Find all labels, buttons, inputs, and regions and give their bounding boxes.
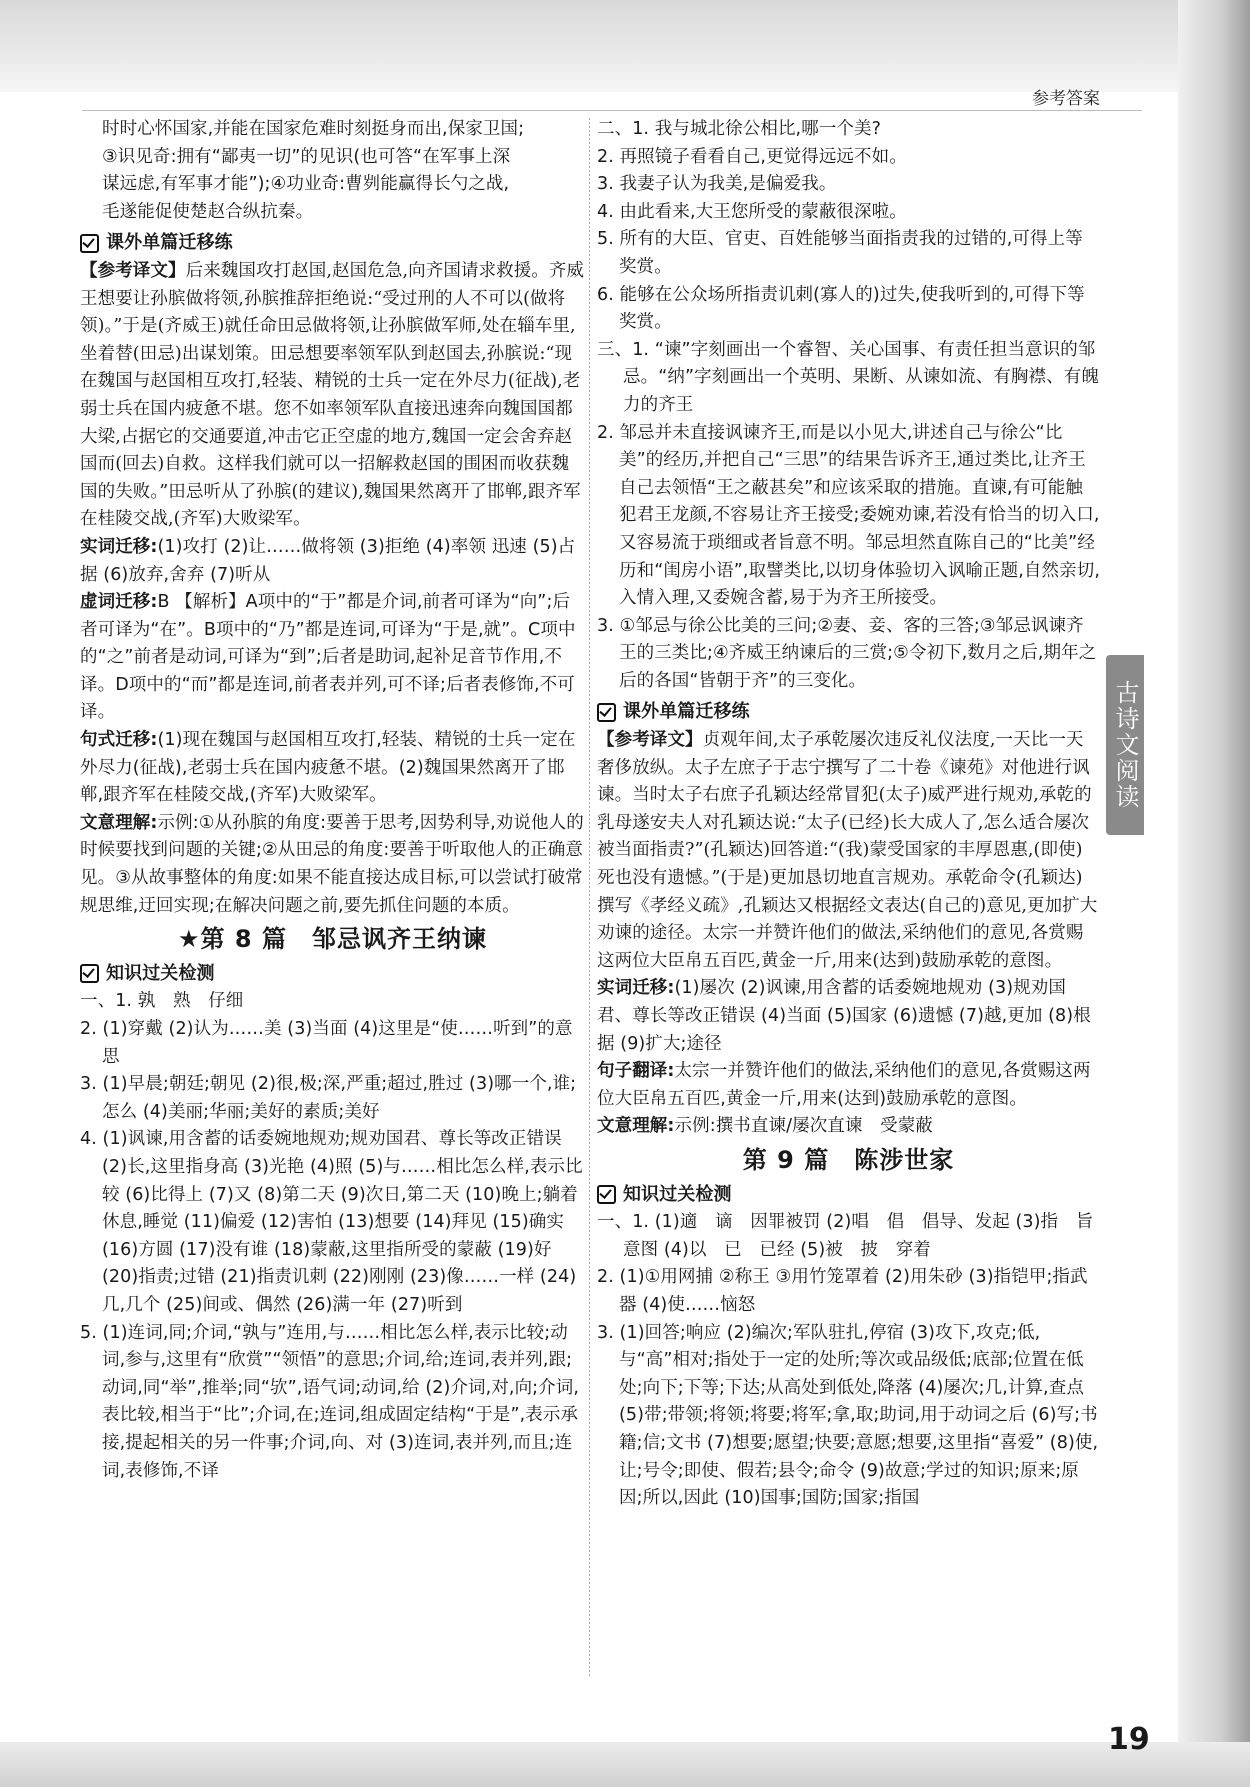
right-column [597, 116, 1111, 1513]
intro-line: 毛遂能促使楚赵合纵抗秦。 [102, 201, 314, 222]
side-tab [1106, 655, 1144, 835]
answer-item: 5. (1)连词,同;介词,“孰与”连用,与……相比怎么样,表示比较;动词,参与,这里有“欣赏”“领悟”的意思;介词,给;连词,表并列,跟;动词,同“举”,推举;同“欤”,语气词;动词,给 (2)介词,对,向;介词,表比较,相当于“比”;介词,在;连词,组成固定结构“于是”,表示承接,提起相关的另一件事;介词,向、对 (3)连词,表并列,而且;连词,表修饰,不译 [80, 1322, 580, 1481]
checkbox-icon [597, 1185, 616, 1204]
para-label: 【参考译文】 [597, 730, 703, 751]
para-label: 实词迁移: [597, 978, 675, 999]
para-label: 文意理解: [597, 1116, 675, 1137]
header-rule [82, 110, 1142, 111]
para-text: 太宗一并赞许他们的做法,采纳他们的意见,各赏赐这两位大臣帛五百匹,黄金一斤,用来(达到)鼓励承乾的意图。 [597, 1061, 1091, 1109]
page-number: 19 [1108, 1722, 1150, 1757]
section-heading [80, 229, 585, 257]
para-label: 句式迁移: [80, 730, 158, 751]
para-text: (1)屡次 (2)讽谏,用含蓄的话委婉地规劝 (3)规劝国君、尊长等改正错误 (4)当面 (5)国家 (6)遗憾 (7)越,更加 (8)根据 (9)扩大;途径 [597, 978, 1091, 1054]
translation-paragraph [80, 258, 585, 534]
answer-item: 4. 由此看来,大王您所受的蒙蔽很深啦。 [597, 201, 907, 222]
chapter-title: 第 9 篇 陈涉世家 [742, 1145, 955, 1174]
para-label: 句子翻译: [597, 1061, 675, 1082]
answer-paragraph [597, 1058, 1100, 1113]
section-heading [597, 1181, 1100, 1209]
para-text: 贞观年间,太子承乾屡次违反礼仪法度,一天比一天奢侈放纵。太子左庶子于志宁撰写了二十卷《谏苑》对他进行讽谏。当时太子右庶子孔颖达经常冒犯(太子)威严进行规劝,承乾的乳母遂安夫人对孔颖达说:“太子(已经)长大成人了,怎么适合屡次被当面指责?”(孔颖达)回答道:“(我)蒙受国家的丰厚恩惠,(即使)死也没有遗憾。”(于是)更加恳切地直言规劝。承乾命令(孔颖达)撰写《孝经义疏》,孔颖达又根据经文表达(自己的)意见,更加扩大劝谏的途径。太宗一并赞许他们的做法,采纳他们的意见,各赏赐这两位大臣帛五百匹,黄金一斤,用来(达到)鼓励承乾的意图。 [597, 730, 1098, 971]
answer-item: 一、1. (1)適 谪 因罪被罚 (2)唱 倡 倡导、发起 (3)指 旨 意图 (4)以 已 已经 (5)被 披 穿着 [597, 1212, 1111, 1260]
intro-block [80, 116, 585, 226]
intro-line: ③识见奇:拥有“鄙夷一切”的见识(也可答“在军事上深 [102, 146, 511, 167]
checkbox-icon [80, 234, 99, 253]
section-heading-text: 知识过关检测 [623, 1183, 732, 1205]
checkbox-icon [597, 703, 616, 722]
section-heading [80, 960, 585, 988]
answer-paragraph [80, 810, 585, 920]
answer-item: 6. 能够在公众场所指责讥刺(寡人的)过失,使我听到的,可得下等奖赏。 [597, 284, 1085, 333]
answer-item: 一、1. 孰 熟 仔细 [80, 991, 244, 1012]
section-heading-text: 知识过关检测 [106, 962, 215, 984]
answer-item: 3. ①邹忌与徐公比美的三问;②妻、妾、客的三答;③邹忌讽谏齐王的三类比;④齐威王纳谏后的三赏;⑤令初下,数月之后,期年之后的各国“皆朝于齐”的三变化。 [597, 615, 1097, 691]
answer-item: 2. (1)①用网捕 ②称王 ③用竹笼罩着 (2)用朱砂 (3)指铠甲;指武器 (4)使……恼怒 [597, 1267, 1088, 1315]
answer-item: 3. (1)早晨;朝廷;朝见 (2)很,极;深,严重;超过,胜过 (3)哪一个,谁;怎么 (4)美丽;华丽;美好的素质;美好 [80, 1074, 577, 1122]
side-tab-label: 古诗文阅读 [1111, 680, 1139, 810]
section-heading-text: 课外单篇迁移练 [106, 232, 233, 254]
answer-item: 3. (1)回答;响应 (2)编次;军队驻扎,停宿 (3)攻下,攻克;低,与“高”相对;指处于一定的处所;等次或品级低;底部;位置在低处;向下;下等;下达;从高处到低处,降落 (4)屡次;几,计算,查点 (5)带;带领;将领;将要;将军;拿,取;助词,用于动词之后 (6)写;书籍;信;文书 (7)想要;愿望;快要;意愿;想要,这里指“喜爱” (8)使,让;号令;即使、假若;县令;命令 (9)故意;学过的知识;原来;原因;所以,因此 (10)国事;国防;国家;指国 [597, 1322, 1099, 1509]
answer-paragraph [80, 727, 585, 810]
translation-paragraph [597, 727, 1100, 975]
answer-item: 3. 我妻子认为我美,是偏爱我。 [597, 174, 837, 195]
para-label: 实词迁移: [80, 536, 158, 557]
para-text: (1)现在魏国与赵国相互攻打,轻装、精锐的士兵一定在外尽力(征战),老弱士兵在国内疲惫不堪。(2)魏国果然离开了邯郸,跟齐军在桂陵交战,(齐军)大败梁军。 [80, 730, 576, 806]
column-divider [589, 118, 590, 1678]
header-title: 参考答案 [1032, 89, 1100, 109]
left-column [80, 116, 585, 1485]
para-text: (1)攻打 (2)让……做将领 (3)拒绝 (4)率领 迅速 (5)占据 (6)放弃,舍弃 (7)听从 [80, 536, 576, 585]
bottom-scan-band [0, 1742, 1250, 1787]
top-scan-band [0, 0, 1250, 92]
para-label: 【参考译文】 [80, 260, 186, 281]
answer-item: 5. 所有的大臣、官吏、百姓能够当面指责我的过错的,可得上等奖赏。 [597, 229, 1083, 277]
answer-paragraph [80, 589, 585, 727]
answer-paragraph [597, 975, 1100, 1058]
para-text: B 【解析】A项中的“于”都是介词,前者可译为“向”;后者可译为“在”。B项中的“乃”都是连词,可译为“于是,就”。C项中的“之”前者是动词,可译为“到”;后者是助词,起补足音节作用,不译。D项中的“而”都是连词,前者表并列,可不译;后者表修饰,不可译。 [80, 592, 576, 723]
para-text: 后来魏国攻打赵国,赵国危急,向齐国请求救援。齐威王想要让孙膑做将领,孙膑推辞拒绝说:“受过刑的人不可以(做将领)。”于是(齐威王)就任命田忌做将领,让孙膑做军师,处在辎车里,坐着替(田忌)出谋划策。田忌想要率领军队到赵国去,孙膑说:“现在魏国与赵国相互攻打,轻装、精锐的士兵一定在外尽力(征战),老弱士兵在国内疲惫不堪。您不如率领军队直接迅速奔向魏国国都大梁,占据它的交通要道,冲击它正空虚的地方,魏国一定会舍弃赵国而(回去)自救。这样我们就可以一招解救赵国的围困而收获魏国的失败。”田忌听从了孙膑(的建议),魏国果然离开了邯郸,跟齐军在桂陵交战,(齐军)大败梁军。 [80, 260, 585, 530]
intro-line: 时时心怀国家,并能在国家危难时刻挺身而出,保家卫国; [102, 119, 525, 139]
para-text: 示例:撰书直谏/屡次直谏 受蒙蔽 [674, 1116, 933, 1137]
section-heading [597, 698, 1100, 726]
answer-paragraph [597, 1113, 1100, 1141]
para-text: 示例:①从孙膑的角度:要善于思考,因势利导,劝说他人的时候要找到问题的关键;②从田忌的角度:要善于听取他人的正确意见。③从故事整体的角度:如果不能直接达成目标,可以尝试打破常规思维,迂回实现;在解决问题之前,要先抓住问题的本质。 [80, 812, 584, 916]
answer-paragraph [80, 534, 585, 589]
answer-item: 三、1. “谏”字刻画出一个睿智、关心国事、有责任担当意识的邹忌。“纳”字刻画出一个英明、果断、从谏如流、有胸襟、有魄力的齐王 [597, 339, 1099, 415]
checkbox-icon [80, 964, 99, 983]
para-label: 文意理解: [80, 812, 158, 833]
page-edge-shadow [1178, 0, 1250, 1787]
answer-item: 4. (1)讽谏,用含蓄的话委婉地规劝;规劝国君、尊长等改正错误 (2)长,这里指身高 (3)光艳 (4)照 (5)与……相比怎么样,表示比较 (6)比得上 (7)又 (8)第二天 (9)次日,第二天 (10)晚上;躺着休息,睡觉 (11)偏爱 (12)害怕 (13)想要 (14)拜见 (15)确实 (16)方圆 (17)没有谁 (18)蒙蔽,这里指所受的蒙蔽 (19)好 (20)指责;过错 (21)指责讥刺 (22)刚刚 (23)像……一样 (24)几,几个 (25)间或、偶然 (26)满一年 (27)听到 [80, 1129, 583, 1315]
answer-item: 2. 邹忌并未直接讽谏齐王,而是以小见大,讲述自己与徐公“比美”的经历,并把自己“三思”的结果告诉齐王,通过类比,让齐王自己去领悟“王之蔽甚矣”和应该采取的措施。直谏,有可能触犯君王龙颜,不容易让齐王接受;委婉劝谏,若没有恰当的切入口,又容易流于琐细或者旨意不明。邹忌坦然直陈自己的“比美”经历和“闺房小语”,取譬类比,以切身体验切入讽喻正题,自然亲切,入情入理,又委婉含蓄,易于为齐王所接受。 [597, 422, 1100, 609]
answer-item: 2. (1)穿戴 (2)认为……美 (3)当面 (4)这里是“使……听到”的意思 [80, 1019, 573, 1067]
chapter-title: ★第 8 篇 邹忌讽齐王纳谏 [178, 925, 487, 954]
intro-line: 谋远虑,有军事才能”);④功业奇:曹刿能赢得长勺之战, [102, 174, 510, 195]
answer-item: 2. 再照镜子看看自己,更觉得远远不如。 [597, 146, 907, 167]
section-heading-text: 课外单篇迁移练 [623, 701, 750, 723]
para-label: 虚词迁移: [80, 592, 158, 613]
answer-item: 二、1. 我与城北徐公相比,哪一个美? [597, 119, 882, 139]
